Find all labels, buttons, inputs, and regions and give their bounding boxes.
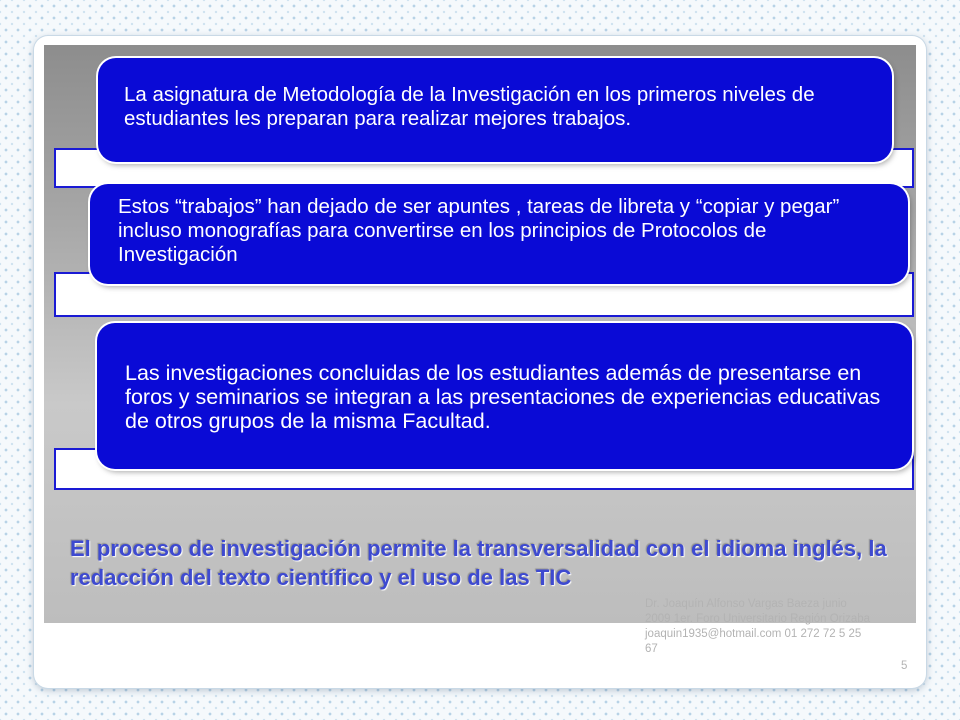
list-item-1-text: La asignatura de Metodología de la Investigación en los primeros niveles de estudiantes les preparan para realizar mejores trabajos. <box>124 83 815 130</box>
list-item-1 <box>98 58 892 162</box>
page-number: 5 <box>901 660 908 672</box>
list-item-2-text: Estos “trabajos” han dejado de ser apuntes , tareas de libreta y “copiar y pegar” incluso monografías para convertirse en los principios de Protocolos de Investigación <box>118 195 840 266</box>
footer-credit: Dr. Joaquín Alfonso Vargas Baeza junio 2009 1er. Foro Universitario Región Orizaba joaquin1935@hotmail.com 01 272 72 5 25 67 <box>645 598 871 655</box>
list-item-3 <box>97 323 912 469</box>
slide-title: El proceso de investigación permite la transversalidad con el idioma inglés, la redacción del texto científico y el uso de las TIC <box>70 536 887 590</box>
list-item-2 <box>90 184 908 284</box>
list-item-3-text: Las investigaciones concluidas de los estudiantes además de presentarse en foros y seminarios se integran a las presentaciones de experiencias educativas de otros grupos de la misma Facultad. <box>125 361 881 433</box>
